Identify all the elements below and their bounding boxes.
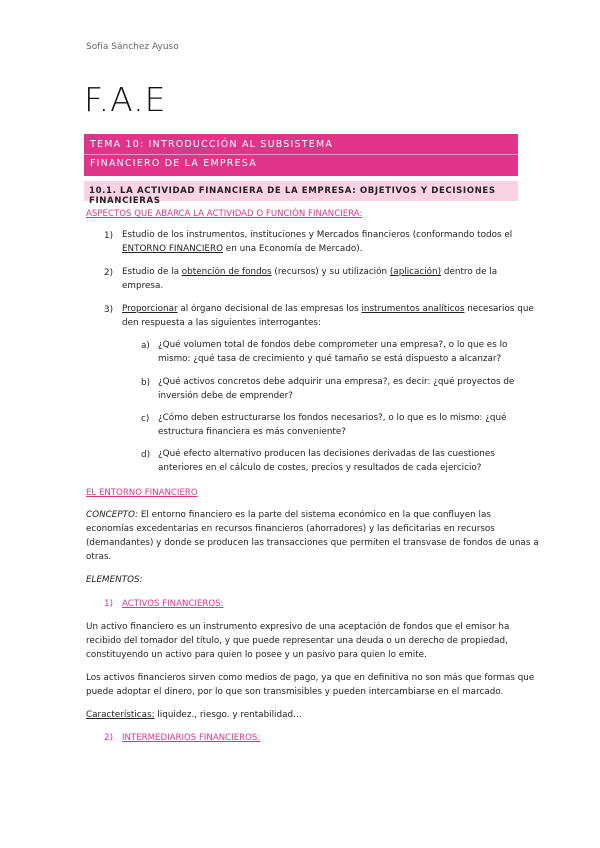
question-b-line-2: inversión debe de emprender? xyxy=(158,391,293,401)
author-name: Sofía Sánchez Ayuso xyxy=(86,42,179,52)
question-letter: c) xyxy=(141,414,150,424)
question-c-line-2: estructura financiera es más conveniente? xyxy=(158,427,346,437)
activos-p2-line-2: puede adoptar el dinero, por lo que son transmisibles y pueden intercambiarse en el marcado. xyxy=(86,687,504,697)
aspects-heading: ASPECTOS QUE ABARCA LA ACTIVIDAD O FUNCIÓN FINANCIERA: xyxy=(86,209,363,219)
concepto-line-3: (demandantes) y donde se producen las transacciones que permiten el transvase de fondos de unas a xyxy=(86,538,539,548)
document-title: F.A.E xyxy=(84,80,167,119)
activos-p1-line-1: Un activo financiero es un instrumento expresivo de una aceptación de fondos que el emisor ha xyxy=(86,622,510,632)
question-c-line-1: ¿Cómo deben estructurarse los fondos necesarios?, o lo que es lo mismo: ¿qué xyxy=(158,413,507,423)
item-number: 2) xyxy=(104,268,114,278)
item-2-line-1: Estudio de la obtención de fondos (recursos) y su utilización (aplicación) dentro de la xyxy=(122,267,498,277)
item-1-line-1: Estudio de los instrumentos, instituciones y Mercados financieros (conformando todos el xyxy=(122,230,513,240)
item-3-line-2: den respuesta a las siguientes interrogantes: xyxy=(122,318,321,328)
caracteristicas-line: Características: liquidez., riesgo. y rentabilidad… xyxy=(86,710,302,720)
question-letter: a) xyxy=(141,341,150,351)
question-a-line-1: ¿Qué volumen total de fondos debe comprometer una empresa?, o lo que es lo xyxy=(158,340,508,350)
intermediarios-heading: INTERMEDIARIOS FINANCIEROS: xyxy=(122,733,261,743)
concepto-line-2: economías excedentarias en recursos financieros (ahorradores) y las deficitarias en recursos xyxy=(86,524,495,534)
activos-p1-line-2: recibido del tomador del título, y que puede representar una deuda o un derecho de propiedad, xyxy=(86,636,508,646)
entorno-financiero-ref: ENTORNO FINANCIERO xyxy=(122,244,224,254)
banner-line-1: TEMA 10: INTRODUCCIÓN AL SUBSISTEMA xyxy=(90,139,334,150)
section-heading xyxy=(84,181,518,206)
activos-p2-line-1: Los activos financieros sirven como medios de pago, ya que en definitiva no son más que formas que xyxy=(86,673,535,683)
item-number: 1) xyxy=(104,231,114,241)
section-heading-text: 10.1. LA ACTIVIDAD FINANCIERA DE LA EMPRESA: OBJETIVOS Y DECISIONES FINANCIERAS xyxy=(89,186,496,206)
activos-number: 1) xyxy=(104,599,114,609)
topic-banner xyxy=(84,134,518,176)
question-d-line-1: ¿Qué efecto alternativo producen las decisiones derivadas de las cuestiones xyxy=(158,449,495,459)
question-d-line-2: anteriores en el cálculo de costes, precios y resultados de cada ejercicio? xyxy=(158,463,482,473)
concepto-line-1: CONCEPTO: El entorno financiero es la parte del sistema económico en la que confluyen las xyxy=(86,510,491,520)
activos-heading: ACTIVOS FINANCIEROS: xyxy=(122,599,224,609)
banner-line-2: FINANCIERO DE LA EMPRESA xyxy=(90,158,257,169)
item-1-line-2: ENTORNO FINANCIERO en una Economía de Mercado). xyxy=(122,244,363,254)
elementos-label: ELEMENTOS: xyxy=(86,575,143,585)
item-number: 3) xyxy=(104,305,114,315)
question-letter: b) xyxy=(141,378,151,388)
item-3-line-1: Proporcionar al órgano decisional de las empresas los instrumentos analíticos necesarios que xyxy=(122,304,534,314)
question-b-line-1: ¿Qué activos concretos debe adquirir una empresa?, es decir: ¿qué proyectos de xyxy=(158,377,515,387)
activos-p1-line-3: constituyendo un activo para quien lo posee y un pasivo para quien lo emite. xyxy=(86,650,427,660)
entorno-heading: EL ENTORNO FINANCIERO xyxy=(86,488,198,498)
item-2-line-2: empresa. xyxy=(122,281,164,291)
question-a-line-2: mismo: ¿qué tasa de crecimiento y qué tamaño se está dispuesto a alcanzar? xyxy=(158,354,502,364)
concepto-line-4: otras. xyxy=(86,552,112,562)
question-letter: d) xyxy=(141,450,151,460)
intermediarios-number: 2) xyxy=(104,733,114,743)
banner-divider xyxy=(84,154,518,155)
